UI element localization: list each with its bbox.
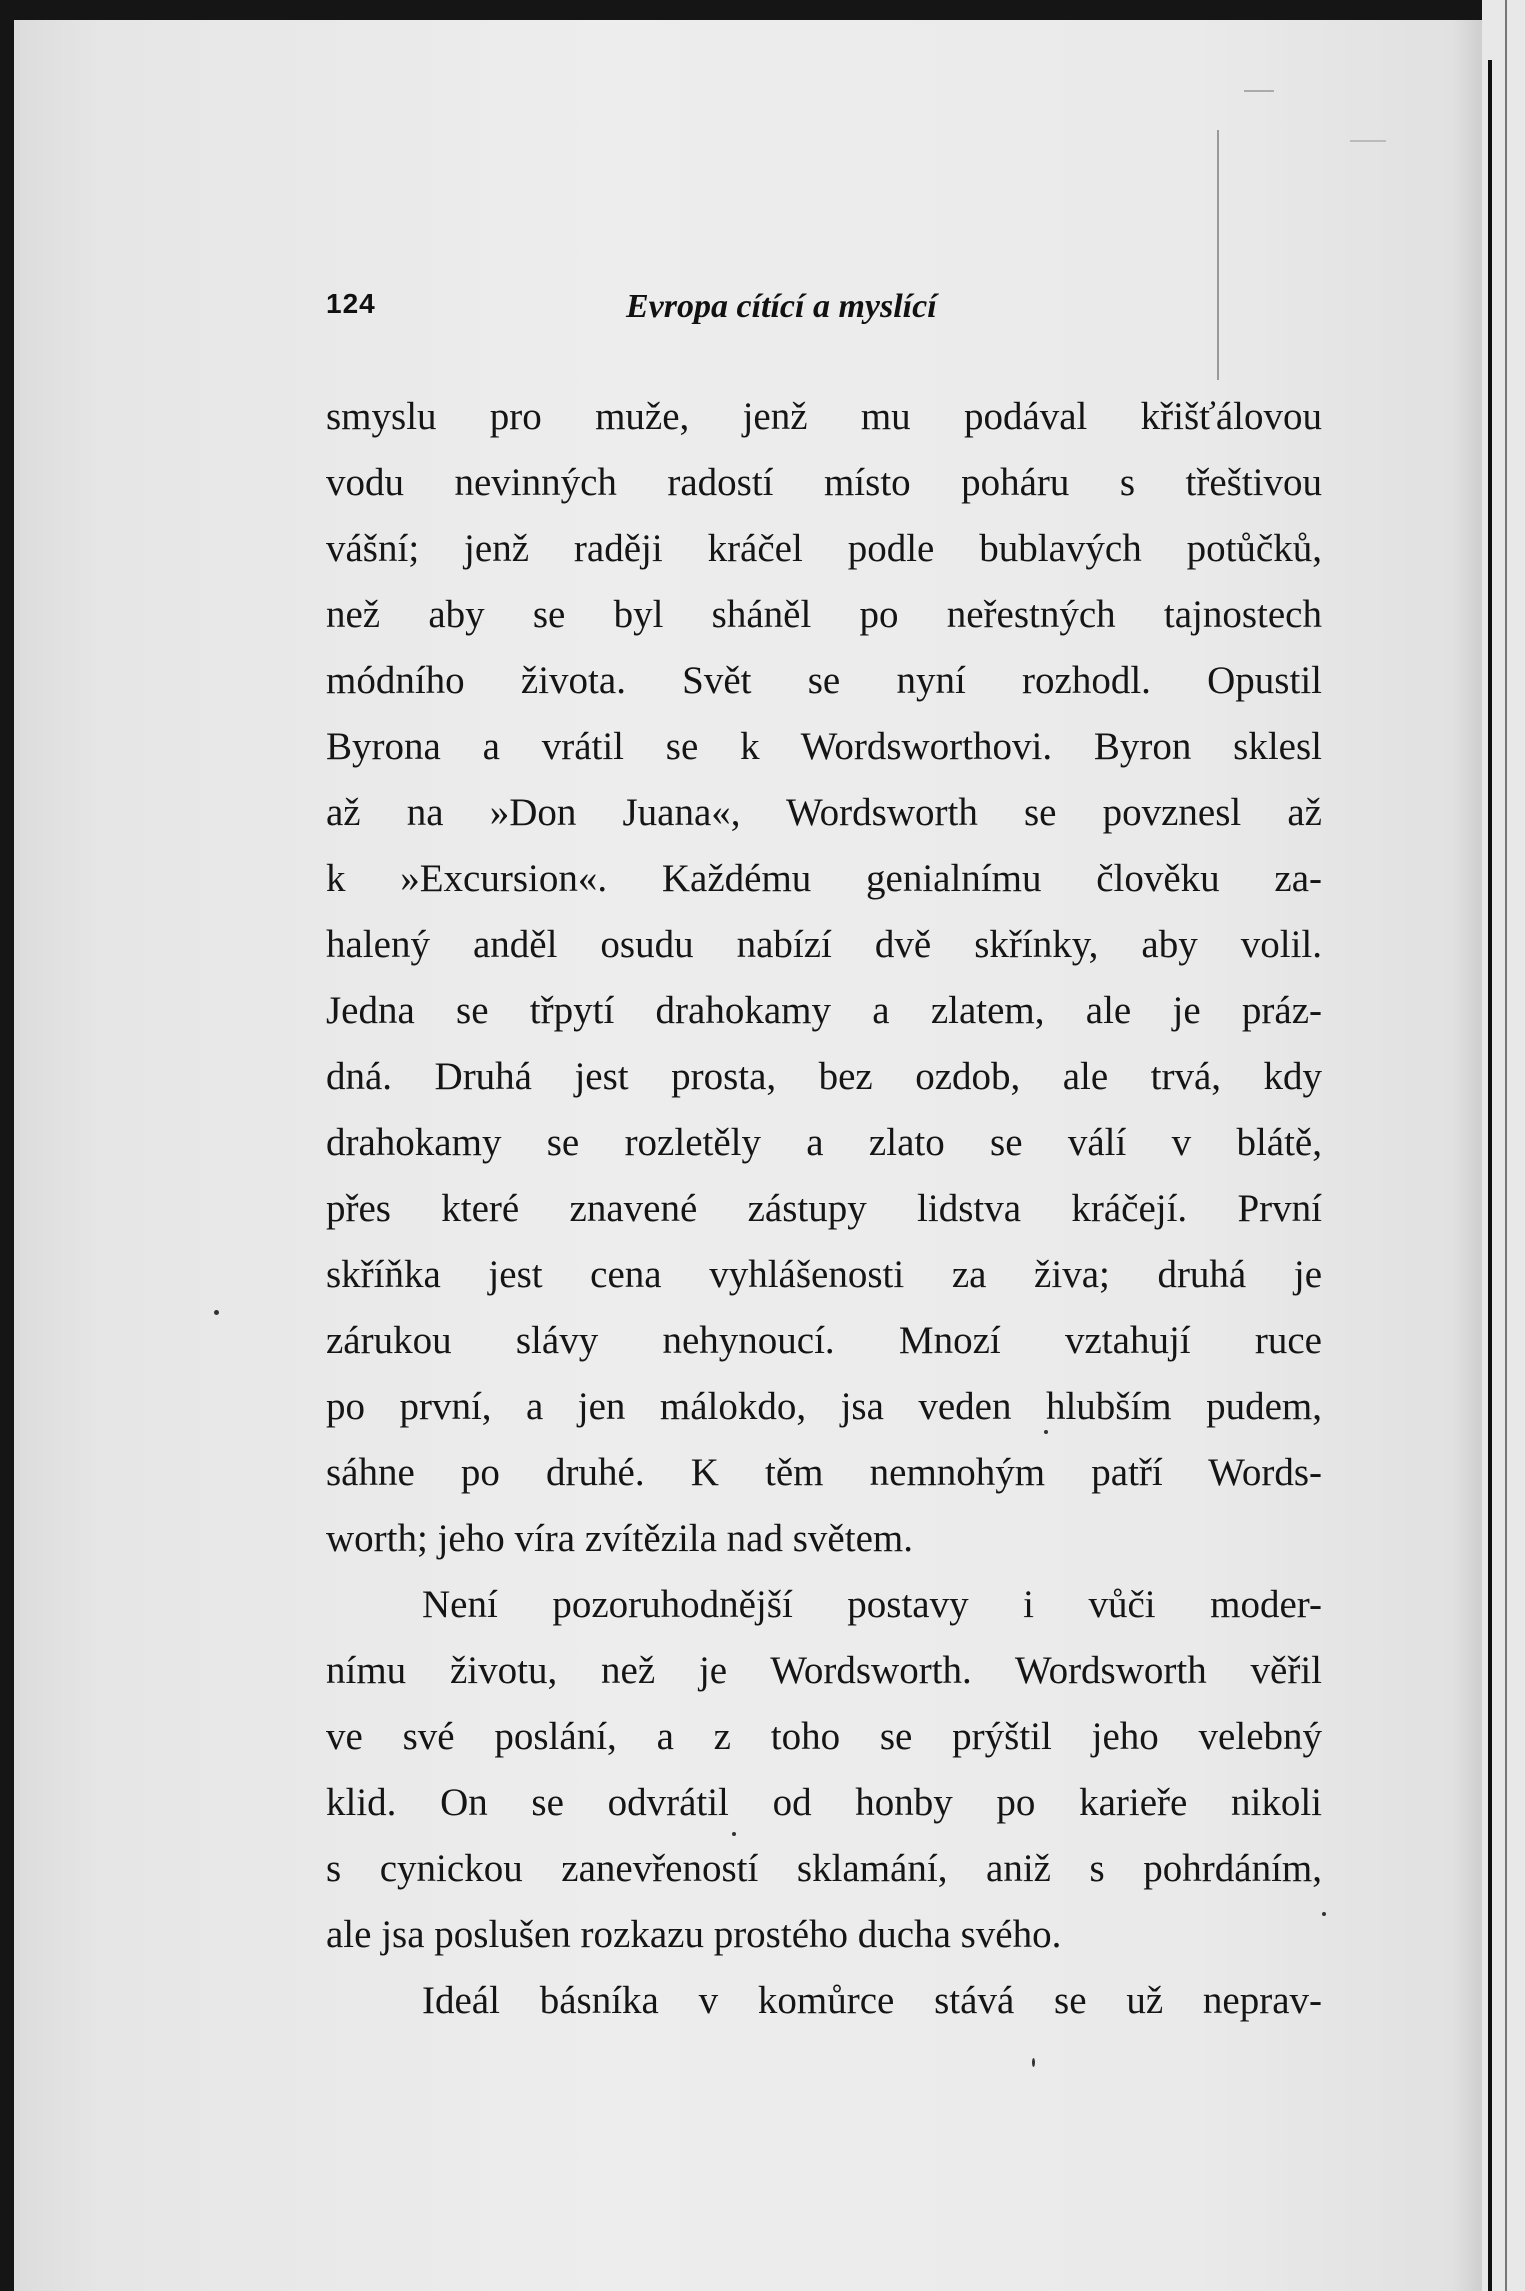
text-line: klid. On se odvrátil od honby po karieře nikoli (326, 1781, 1322, 1824)
text-line: než aby se byl sháněl po neřestných tajnostech (326, 593, 1322, 636)
text-line: ve své poslání, a z toho se prýštil jeho velebný (326, 1715, 1322, 1758)
spine-edge (1488, 60, 1492, 2291)
text-line: ale jsa poslušen rozkazu prostého ducha svého. (326, 1913, 1062, 1956)
text-line: dná. Druhá jest prosta, bez ozdob, ale trvá, kdy (326, 1055, 1322, 1098)
text-line: zárukou slávy nehynoucí. Mnozí vztahují ruce (326, 1319, 1322, 1362)
scan-mark (1350, 140, 1386, 142)
text-line: Byrona a vrátil se k Wordsworthovi. Byron sklesl (326, 725, 1322, 768)
paragraph-1 (326, 384, 1322, 1572)
text-line: přes které znavené zástupy lidstva kráčejí. První (326, 1187, 1322, 1230)
text-line: halený anděl osudu nabízí dvě skřínky, aby volil. (326, 923, 1322, 966)
text-line: skříňka jest cena vyhlášenosti za živa; druhá je (326, 1253, 1322, 1296)
text-line: drahokamy se rozletěly a zlato se válí v blátě, (326, 1121, 1322, 1164)
text-line: Ideál básníka v komůrce stává se už neprav- (422, 1979, 1322, 2022)
paragraph-2 (326, 1572, 1322, 1968)
text-line: k »Excursion«. Každému genialnímu člověku za- (326, 857, 1322, 900)
text-line: vodu nevinných radostí místo poháru s třeštivou (326, 461, 1322, 504)
paper-speck (1322, 1912, 1326, 1916)
text-line: Není pozoruhodnější postavy i vůči moder- (422, 1583, 1322, 1626)
text-line: po první, a jen málokdo, jsa veden hlubším pudem, (326, 1385, 1322, 1428)
running-title: Evropa cítící a myslící (626, 288, 937, 325)
text-line: až na »Don Juana«, Wordsworth se povznesl až (326, 791, 1322, 834)
paper-speck (1032, 2058, 1035, 2067)
spine-shadow (1505, 0, 1507, 2291)
text-line: smyslu pro muže, jenž mu podával křišťálovou (326, 395, 1322, 438)
text-line: Jedna se třpytí drahokamy a zlatem, ale je práz- (326, 989, 1322, 1032)
text-line: vášní; jenž raději kráčel podle bublavých potůčků, (326, 527, 1322, 570)
text-line: módního života. Svět se nyní rozhodl. Opustil (326, 659, 1322, 702)
text-line: nímu životu, než je Wordsworth. Wordsworth věřil (326, 1649, 1322, 1692)
scan-mark (1217, 130, 1219, 380)
text-line: worth; jeho víra zvítězila nad světem. (326, 1517, 913, 1560)
text-line: sáhne po druhé. K těm nemnohým patří Words- (326, 1451, 1322, 1494)
page-number: 124 (326, 288, 376, 319)
text-line: s cynickou zanevřeností sklamání, aniž s pohrdáním, (326, 1847, 1322, 1890)
body-text (326, 384, 1322, 2034)
paper-speck (214, 1310, 219, 1315)
scan-mark (1244, 90, 1274, 92)
page-header (326, 288, 1326, 334)
paragraph-3 (326, 1968, 1322, 2034)
